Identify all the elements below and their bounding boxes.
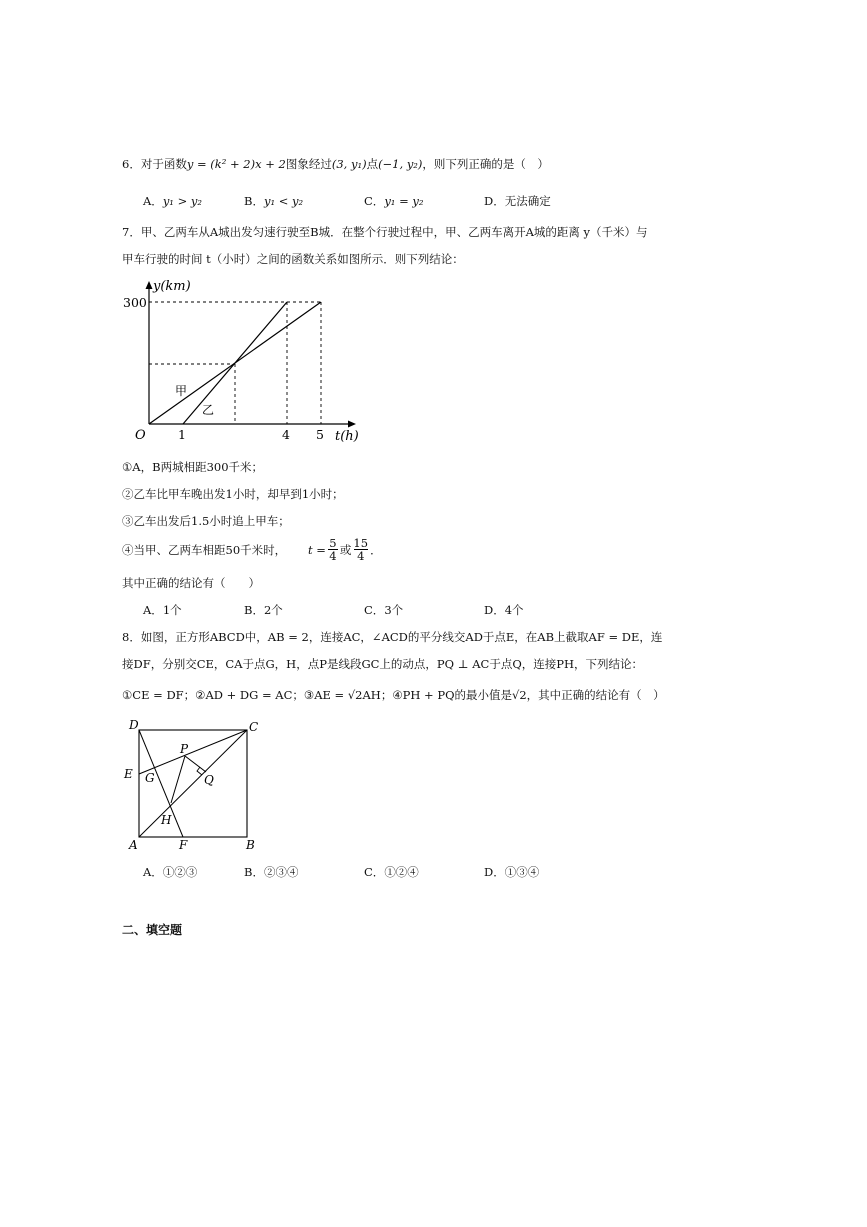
q8-option-d[interactable] [484,864,539,880]
label-e: E [124,767,133,781]
section-title: 二、填空题 [122,923,183,937]
q7-conclusion-4 [122,543,286,557]
label-a: A [129,838,138,852]
label-g: G [145,771,155,785]
q8-square-figure [120,716,270,856]
option-label: B． [244,603,264,617]
q7-conclusion-3: ③乙车出发后1.5小时追上甲车； [122,514,290,528]
fraction-5-4 [328,537,338,562]
q7-c4-end: ． [370,542,382,557]
q7-conclusion-1: ①A，B两城相距300千米； [122,460,264,474]
x-tick-1: 1 [178,427,186,442]
label-f: F [179,838,188,852]
q8-stem-line-2: 接DF，分别交CE，CA于点G，H，点P是线段GC上的动点，PQ ⊥ AC于点Q，连接PH，下列结论： [122,657,644,671]
q6-stem-mid: 图象经过 [285,157,332,171]
option-text: ②③④ [263,865,299,879]
option-text: ①②③ [162,865,198,879]
option-label: A． [143,603,163,617]
y-axis-label: y(km) [153,279,191,294]
q8-stem-line-1: 8．如图，正方形ABCD中，AB = 2，连接AC，∠ACD的平分线交AD于点E，在AB上截取AF = DE，连 [122,630,663,644]
label-q: Q [204,773,214,787]
q8-stem-line-3: ①CE = DF；②AD + DG = AC；③AE = √2AH；④PH + PQ的最小值是√2，其中正确的结论有（ ） [122,688,665,702]
option-label: A． [143,865,163,879]
q7-c4-or: 或 [339,542,352,557]
x-tick-5: 5 [316,427,324,442]
label-b: B [246,838,255,852]
option-label: C． [364,865,385,879]
option-text: y₁ > y₂ [162,194,202,208]
q7-option-d[interactable] [484,602,524,618]
y-axis-arrow [146,281,153,289]
option-label: D． [484,865,505,879]
label-jia: 甲 [175,384,188,398]
q6-point-mid: 点 [366,157,379,171]
q6-option-c[interactable] [364,193,423,209]
option-text: ①③④ [504,865,540,879]
q6-option-d[interactable] [484,193,551,209]
q7-c4-t: t = [308,542,326,557]
q6-stem [122,157,549,171]
diagonal-ac [139,730,247,837]
q6-stem-suffix: ，则下列正确的是（ ） [422,157,549,171]
option-text: 1个 [162,603,182,617]
fraction-numerator: 15 [353,536,369,550]
option-text: y₁ < y₂ [263,194,304,208]
y-tick-300: 300 [123,295,147,310]
option-label: A． [143,194,163,208]
q7-c4-prefix: ④当甲、乙两车相距50千米时， [122,543,287,557]
option-label: C． [364,603,385,617]
segment-ce [139,730,247,774]
q7-c4-math [308,537,382,562]
option-label: D． [484,603,505,617]
x-axis-label: t(h) [335,429,359,444]
q8-option-a[interactable] [143,864,197,880]
q8-option-c[interactable] [364,864,419,880]
q6-function: y = (k² + 2)x + 2 [186,157,286,171]
option-text: 无法确定 [504,194,551,208]
option-text: 3个 [384,603,404,617]
q6-point-2: (−1, y₂) [378,157,423,171]
origin-label: O [135,428,146,443]
option-label: C． [364,194,385,208]
x-tick-4: 4 [282,427,290,442]
label-p: P [180,742,189,756]
option-text: 2个 [263,603,283,617]
line-yi [183,302,287,424]
q6-stem-prefix: 6．对于函数 [122,157,187,171]
q7-option-a[interactable] [143,602,182,618]
label-d: D [129,718,139,732]
label-yi: 乙 [202,403,215,417]
q8-option-b[interactable] [244,864,298,880]
label-h: H [161,813,172,827]
q7-stem-line-1: 7．甲、乙两车从A城出发匀速行驶至B城．在整个行驶过程中，甲、乙两车离开A城的距离 y（千米）与 [122,225,648,239]
label-c: C [249,720,259,734]
segment-pq [185,756,206,772]
option-label: D． [484,194,505,208]
q7-option-b[interactable] [244,602,283,618]
fraction-numerator: 5 [329,536,337,550]
fraction-denominator: 4 [357,549,365,563]
fraction-denominator: 4 [329,549,337,563]
q6-option-a[interactable] [143,193,202,209]
q6-point-1: (3, y₁) [331,157,367,171]
q7-stem-line-2: 甲车行驶的时间 t（小时）之间的函数关系如图所示．则下列结论： [122,252,464,266]
option-text: 4个 [504,603,524,617]
option-text: ①②④ [384,865,419,879]
option-label: B． [244,194,264,208]
q7-option-c[interactable] [364,602,403,618]
q7-ask: 其中正确的结论有（ ） [122,576,260,590]
segment-ph [171,756,185,803]
q6-option-b[interactable] [244,193,303,209]
fraction-15-4 [353,537,368,562]
option-text: y₁ = y₂ [384,194,424,208]
option-label: B． [244,865,264,879]
q7-distance-time-graph [120,276,370,448]
x-axis-arrow [348,421,356,428]
q7-conclusion-2: ②乙车比甲车晚出发1小时，却早到1小时； [122,487,344,501]
